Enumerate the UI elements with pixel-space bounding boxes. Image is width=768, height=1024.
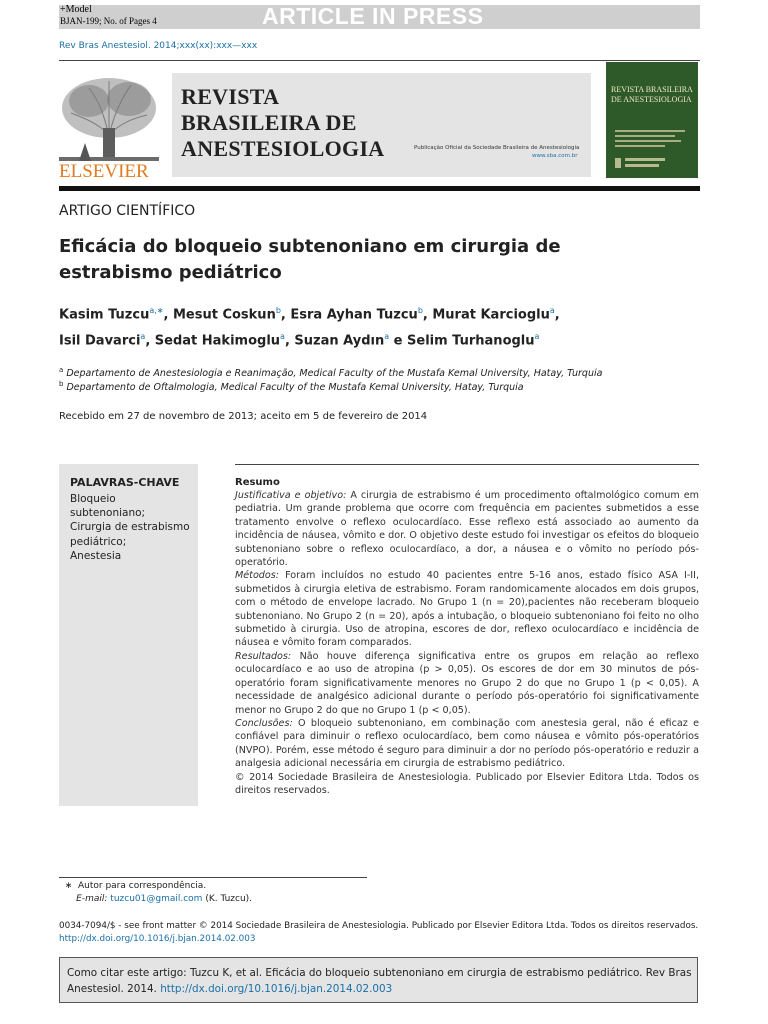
masthead-rule xyxy=(59,186,700,191)
official-publication-line: Publicação Oficial da Sociedade Brasileira de Anestesiologia xyxy=(414,145,580,151)
corresponding-author-note: ∗ Autor para correspondência. E-mail: tuzcu01@gmail.com (K. Tuzcu). xyxy=(59,881,253,904)
abstract-rule xyxy=(235,464,699,465)
abstract-heading: Resumo xyxy=(235,477,280,488)
article-in-press-title: ARTICLE IN PRESS xyxy=(262,3,484,29)
keyword-item: Cirurgia de estrabismo pediátrico; xyxy=(70,521,190,548)
abstract-conclusions: Conclusões: O bloqueio subtenoniano, em combinação com anestesia geral, não é eficaz e confiável para diminuir o reflexo oculocardíaco, bem como náusea e vômito pós-operatórios (NVPO). Porém, esse método é seguro para diminuir a dor no período pós-operatório e reduzir a analgesia adicional necessária em cirurgia de estrabismo pediátrico. xyxy=(235,717,699,770)
doi-link[interactable]: http://dx.doi.org/10.1016/j.bjan.2014.02.003 xyxy=(59,934,256,944)
abstract-background: Justificativa e objetivo: A cirurgia de estrabismo é um procedimento oftalmológico comum em pediatria. Um grande problema que ocorre com frequência em pacientes submetidos a esse tratamento envolve o reflexo oculocardíaco. Esse reflexo está associado ao aumento da incidência de náusea, vômito e dor. O objetivo deste estudo foi investigar os efeitos do bloqueio subtenoniano sobre o reflexo oculocardíaco, a dor, a náusea e o vômito no período pós-operatório. xyxy=(235,490,699,569)
abstract-copyright: © 2014 Sociedade Brasileira de Anestesiologia. Publicado por Elsevier Editora Ltda. Todos os direitos reservados. xyxy=(235,771,699,796)
footnote-rule xyxy=(59,877,367,878)
front-matter: 0034-7094/$ - see front matter © 2014 Sociedade Brasileira de Anestesiologia. Publicado por Elsevier Editora Ltda. Todos os direitos reservados. http://dx.doi.org/10.1016/j.bjan.2014.02.003 xyxy=(59,920,719,946)
header-rule xyxy=(59,60,700,61)
manuscript-id: BJAN-199; No. of Pages 4 xyxy=(60,16,157,26)
abstract-body xyxy=(235,489,699,797)
affiliation-b: $^b$ Departamento de Oftalmologia, Medical Faculty of the Mustafa Kemal University, Hatay, Turquia xyxy=(59,380,524,394)
journal-url[interactable]: www.sba.com.br xyxy=(532,153,578,159)
model-label: +Model xyxy=(60,4,92,15)
author-list xyxy=(59,300,699,353)
journal-cover-detail xyxy=(611,126,695,174)
how-to-cite-doi-link[interactable]: http://dx.doi.org/10.1016/j.bjan.2014.02.003 xyxy=(160,983,393,995)
abstract-results: Resultados: Não houve diferença significativa entre os grupos em relação ao reflexo oculocardíaco e ao uso de atropina (p > 0,05). Os escores de dor em 30 minutos de pós-operatório foram significativamente menores no Grupo 2 do que no Grupo 1 (p < 0,05). A necessidade de analgésico adicional durante o período pós-operatório foi significativamente menor no Grupo 2 do que no Grupo 1 (p < 0,05). xyxy=(235,650,699,716)
journal-citation-line[interactable]: Rev Bras Anestesiol. 2014;xxx(xx):xxx—xxx xyxy=(59,41,258,51)
keyword-item: Anestesia xyxy=(70,549,122,562)
affiliation-a: $^a$ Departamento de Anestesiologia e Reanimação, Medical Faculty of the Mustafa Kemal University, Hatay, Turquia xyxy=(59,366,603,380)
author-line-1: Kasim Tuzcu$^{a,∗}$, Mesut Coskun$^b$, Esra Ayhan Tuzcu$^b$, Murat Karcioglu$^a$, xyxy=(59,306,560,323)
section-label: ARTIGO CIENTÍFICO xyxy=(59,203,196,219)
keywords-heading: PALAVRAS-CHAVE xyxy=(70,476,180,489)
journal-cover-title: REVISTA BRASILEIRA DE ANESTESIOLOGIA xyxy=(611,85,693,104)
author-line-2: Isil Davarci$^a$, Sedat Hakimoglu$^a$, Suzan Aydın$^a$ e Selim Turhanoglu$^a$ xyxy=(59,332,540,349)
received-dates: Recebido em 27 de novembro de 2013; aceito em 5 de fevereiro de 2014 xyxy=(59,411,428,422)
journal-title: REVISTA BRASILEIRA DE ANESTESIOLOGIA xyxy=(181,84,385,161)
keywords-list xyxy=(70,492,190,563)
elsevier-wordmark: ELSEVIER xyxy=(59,161,149,182)
abstract-methods: Métodos: Foram incluídos no estudo 40 pacientes entre 5-16 anos, estado físico ASA I-II, submetidos à cirurgia eletiva de estrabismo. Foram randomicamente alocados em dois grupos, com o método de envelope lacrado. No Grupo 1 (n = 20),pacientes não receberam bloqueio subtenoniano. No Grupo 2 (n = 20), após a intubação, o bloqueio subtenoniano foi feito no olho submetido à cirurgia. Uso de atropina, escores de dor, reflexo oculocardíaco e incidência de náusea e vômito foram comparados. xyxy=(235,570,699,649)
paper-title: Eficácia do bloqueio subtenoniano em cirurgia de estrabismo pediátrico xyxy=(59,236,561,283)
how-to-cite-text: Como citar este artigo: Tuzcu K, et al. Eficácia do bloqueio subtenoniano em cirurgia de estrabismo pediátrico. Rev Bras Anestesiol. 2014. http://dx.doi.org/10.1016/j.bjan.2014.02.003 xyxy=(67,967,692,995)
keyword-item: Bloqueio subtenoniano; xyxy=(70,493,146,520)
author-email-link[interactable]: tuzcu01@gmail.com xyxy=(110,894,203,904)
